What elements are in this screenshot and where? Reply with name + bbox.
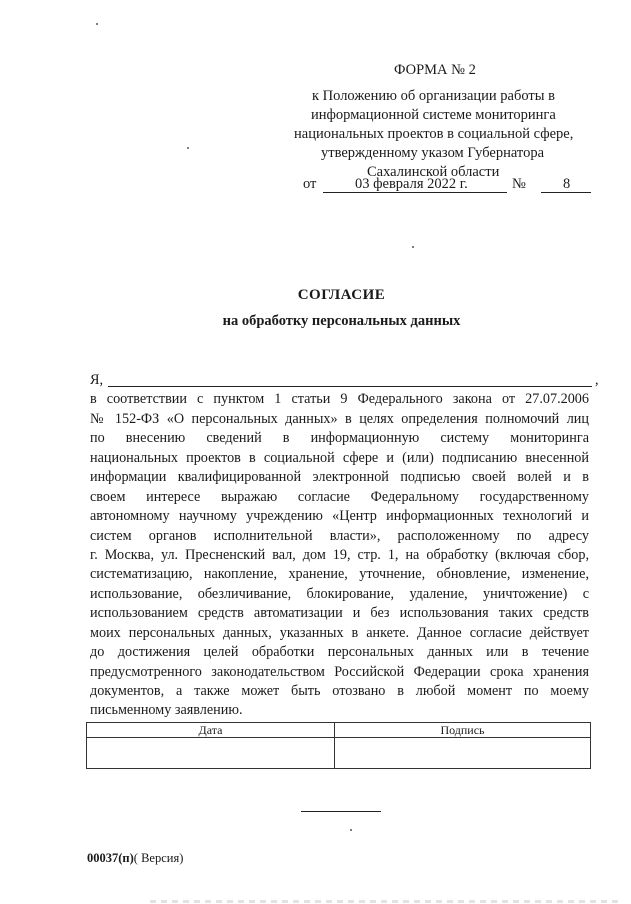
- body-line: своем интересе выражаю согласие Федеральному государственному: [90, 488, 589, 505]
- body-line: № 152-ФЗ «О персональных данных» в целях определения полномочий лиц: [90, 410, 589, 427]
- body-line: использованием средств автоматизации и без использования таких средств: [90, 605, 589, 622]
- document-version: ( Версия): [133, 851, 184, 865]
- decree-date: 03 февраля 2022 г.: [355, 176, 468, 192]
- body-line: предусмотренного законодательством Российской Федерации срока хранения: [90, 663, 589, 680]
- document-code-number: 00037(п): [87, 851, 134, 865]
- document-code: [87, 851, 183, 866]
- body-line: информации квалифицированной электронной подписью своей волей и в: [90, 469, 589, 486]
- body-line: систем органов исполнительной власти», расположенному по адресу: [90, 527, 589, 544]
- date-column-header: Дата: [87, 723, 335, 738]
- scan-speck: [187, 147, 189, 149]
- header-line-5: Сахалинской области: [367, 164, 500, 180]
- decree-reference: [303, 176, 593, 196]
- ya-comma: ,: [595, 372, 599, 388]
- signature-table: [86, 722, 591, 769]
- header-line-4: утвержденному указом Губернатора: [321, 145, 545, 161]
- name-blank-line: [108, 386, 592, 387]
- scan-speck: [350, 829, 352, 831]
- document-title: СОГЛАСИЕ: [297, 287, 386, 303]
- date-field[interactable]: [87, 738, 335, 769]
- header-line-1: к Положению об организации работы в: [312, 88, 555, 104]
- header-line-2: информационной системе мониторинга: [311, 107, 556, 123]
- footnote-separator: [301, 811, 381, 812]
- body-line: г. Москва, ул. Пресненский вал, дом 19, стр. 1, на обработку (включая сбор,: [90, 546, 589, 563]
- body-line: по внесению сведений в информационную систему мониторинга: [90, 430, 589, 447]
- decree-number: 8: [563, 176, 571, 192]
- body-line: до достижения целей обработки персональных данных или в течение: [90, 644, 589, 661]
- body-line: документов, а также может быть отозвано в любой момент по моему: [90, 683, 589, 699]
- header-line-3: национальных проектов в социальной сфере,: [294, 126, 574, 142]
- scan-speck: [412, 246, 414, 248]
- body-line: использование, обезличивание, блокирование, удаление, уничтожение) с: [90, 585, 589, 602]
- body-line: письменному заявлению.: [90, 702, 243, 719]
- form-number: ФОРМА № 2: [394, 62, 476, 78]
- scan-speck: [96, 23, 98, 25]
- body-line: автономному научному учреждению «Центр информационных технологий и: [90, 508, 589, 525]
- ya-label: Я,: [90, 372, 104, 388]
- name-entry-row: [90, 371, 599, 390]
- consent-body: [90, 371, 599, 721]
- body-line: в соответствии с пунктом 1 статьи 9 Федерального закона от 27.07.2006: [90, 391, 589, 408]
- signature-column-header: Подпись: [335, 723, 591, 738]
- body-line: моих персональных данных, указанных в анкете. Данное согласие действует: [90, 624, 589, 641]
- ot-label: от: [303, 176, 317, 192]
- body-line: национальных проектов в социальной сфере и (или) подписанию внесенной: [90, 449, 589, 466]
- body-line: систематизацию, накопление, хранение, уточнение, обновление, изменение,: [90, 566, 589, 583]
- number-label: №: [512, 176, 526, 192]
- scan-edge-noise: [150, 900, 620, 903]
- signature-field[interactable]: [335, 738, 591, 769]
- document-subtitle: на обработку персональных данных: [222, 313, 461, 329]
